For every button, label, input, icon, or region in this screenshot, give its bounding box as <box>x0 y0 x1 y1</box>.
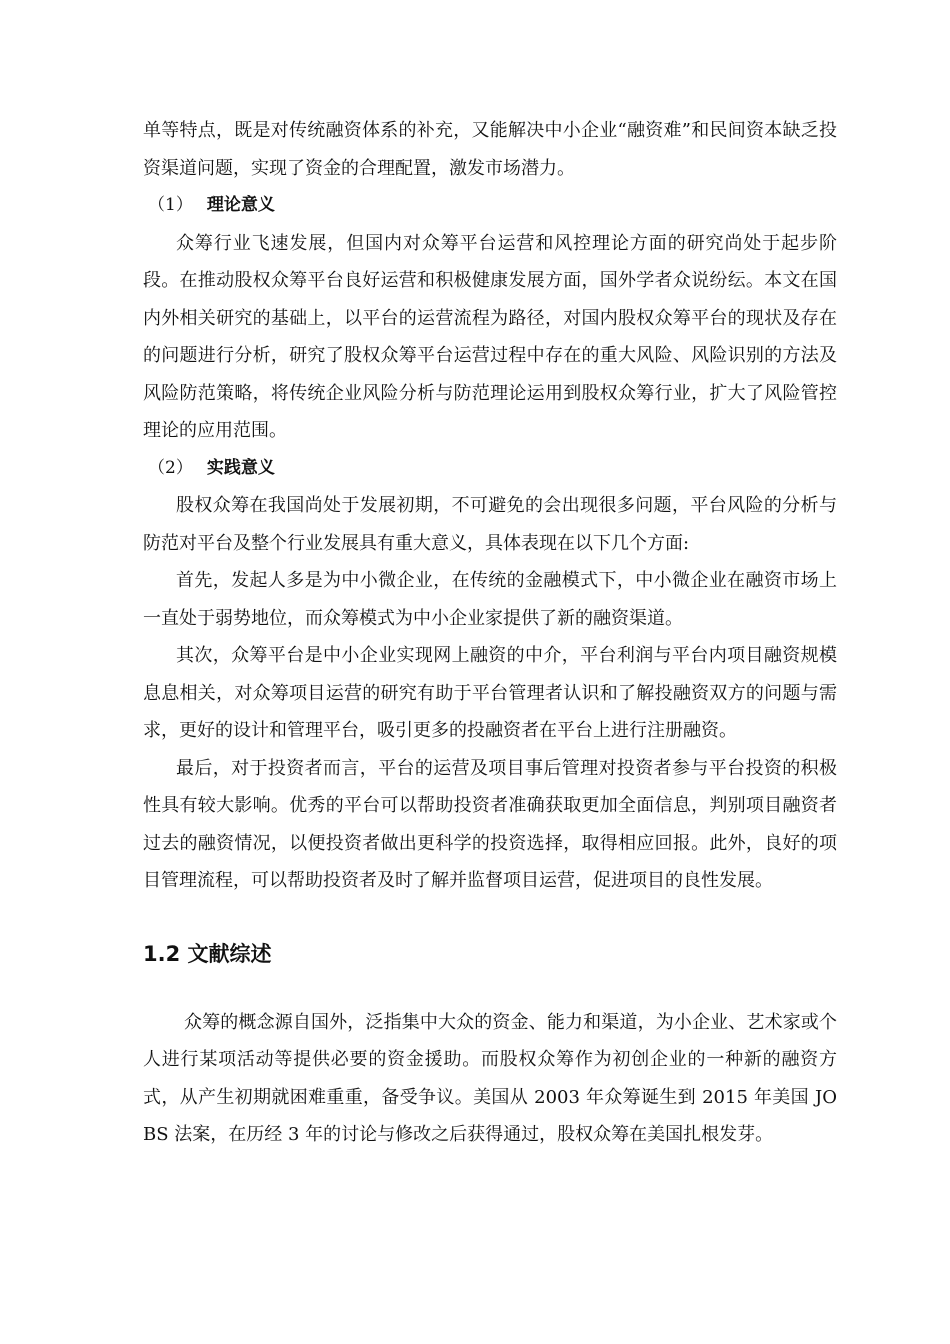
subheading-number: （2） <box>148 457 193 478</box>
subheading-title: 实践意义 <box>206 457 275 478</box>
subheading-title: 理论意义 <box>206 195 275 215</box>
subheading-practice <box>143 450 837 488</box>
literature-review-paragraph: 众筹的概念源自国外，泛指集中大众的资金、能力和渠道，为小企业、艺术家或个人进行某项活动等提供必要的资金援助。而股权众筹作为初创企业的一种新的融资方式，从产生初期就困难重重，备受争议。美国从 2003 年众筹诞生到 2015 年美国 JOBS 法案，在历经 3 年的讨论与修改之后获得通过，股权众筹在美国扎根发芽。 <box>143 1011 837 1145</box>
theory-paragraph: 众筹行业飞速发展，但国内对众筹平台运营和风控理论方面的研究尚处于起步阶段。在推动股权众筹平台良好运营和积极健康发展方面，国外学者众说纷纭。本文在国内外相关研究的基础上，以平台的运营流程为路径，对国内股权众筹平台的现状及存在的问题进行分析，研究了股权众筹平台运营过程中存在的重大风险、风险识别的方法及风险防范策略，将传统企业风险分析与防范理论运用到股权众筹行业，扩大了风险管控理论的应用范围。 <box>143 232 837 441</box>
practice-paragraph: 首先，发起人多是为中小微企业，在传统的金融模式下，中小微企业在融资市场上一直处于弱势地位，而众筹模式为中小企业家提供了新的融资渠道。 <box>143 570 837 629</box>
subheading-number: （1） <box>148 195 193 215</box>
subheading-theory <box>143 187 837 225</box>
page-content <box>143 112 837 1154</box>
continuation-paragraph: 单等特点，既是对传统融资体系的补充，又能解决中小企业“融资难”和民间资本缺乏投资渠道问题，实现了资金的合理配置，激发市场潜力。 <box>143 120 837 179</box>
practice-paragraph: 股权众筹在我国尚处于发展初期，不可避免的会出现很多问题，平台风险的分析与防范对平台及整个行业发展具有重大意义，具体表现在以下几个方面: <box>143 495 837 554</box>
practice-paragraph: 最后，对于投资者而言，平台的运营及项目事后管理对投资者参与平台投资的积极性具有较大影响。优秀的平台可以帮助投资者准确获取更加全面信息，判别项目融资者过去的融资情况，以便投资者做出更科学的投资选择，取得相应回报。此外，良好的项目管理流程，可以帮助投资者及时了解并监督项目运营，促进项目的良性发展。 <box>143 757 837 891</box>
section-heading: 1.2 文献综述 <box>143 941 272 966</box>
practice-paragraph: 其次，众筹平台是中小企业实现网上融资的中介，平台利润与平台内项目融资规模息息相关，对众筹项目运营的研究有助于平台管理者认识和了解投融资双方的问题与需求，更好的设计和管理平台，吸引更多的投融资者在平台上进行注册融资。 <box>143 645 837 741</box>
